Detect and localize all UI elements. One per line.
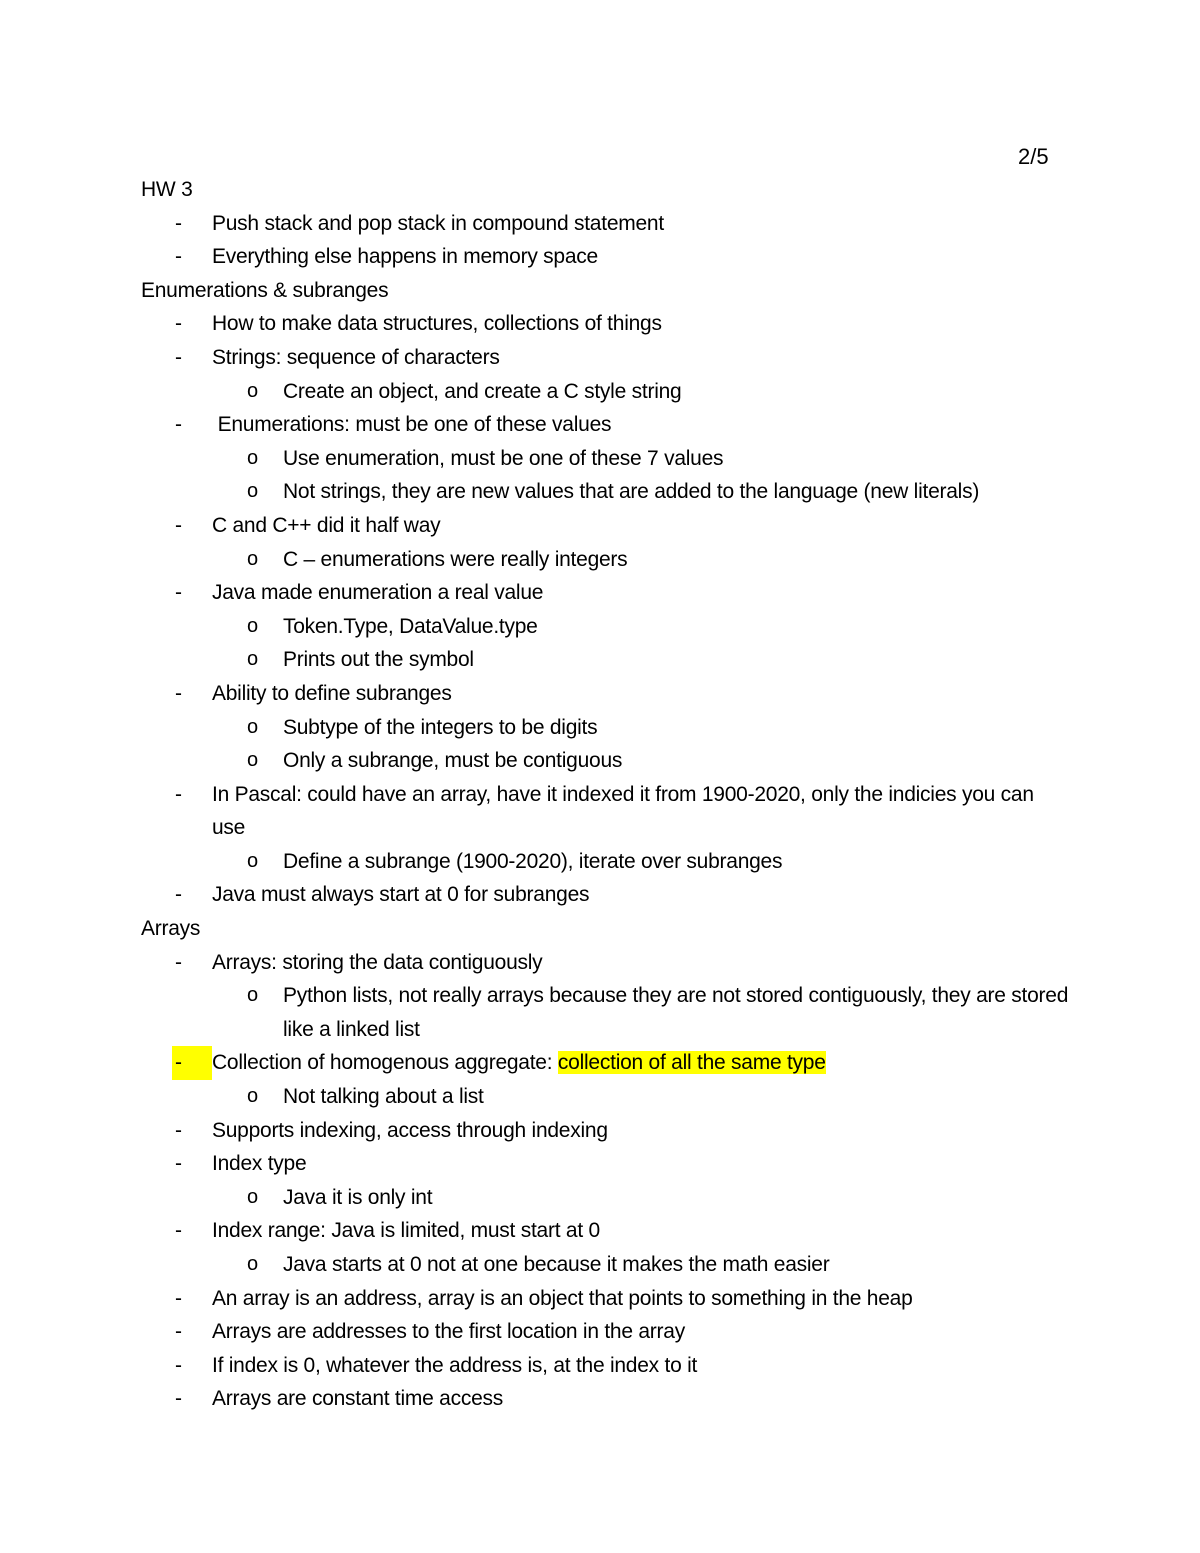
dash-marker: -: [175, 513, 182, 537]
dash-marker: -: [175, 1152, 182, 1176]
bullet-item: [141, 1046, 1071, 1080]
circle-marker: o: [247, 715, 258, 738]
item-text: Token.Type, DataValue.type: [283, 614, 538, 638]
dash-marker: -: [175, 413, 182, 437]
circle-marker: o: [247, 1085, 258, 1108]
dash-marker: -: [175, 950, 182, 974]
item-text: Index type: [212, 1152, 307, 1176]
sub-bullet-item: [141, 543, 1071, 577]
item-text: Define a subrange (1900-2020), iterate over subranges: [283, 849, 783, 873]
item-text: C – enumerations were really integers: [283, 547, 628, 571]
item-text: Enumerations: must be one of these values: [212, 413, 612, 437]
circle-marker: o: [247, 984, 258, 1007]
bullet-item: [141, 1114, 1071, 1148]
item-text: Python lists, not really arrays because they are not stored contiguously, they are stored like a linked list: [283, 984, 1074, 1041]
item-text: Collection of homogenous aggregate:: [212, 1051, 558, 1075]
highlighted-text: collection of all the same type: [557, 1051, 826, 1075]
dash-marker: -: [175, 782, 182, 806]
sub-bullet-item: [141, 845, 1071, 879]
bullet-item: [141, 341, 1071, 375]
section-heading: HW 3: [141, 178, 193, 201]
item-text: Everything else happens in memory space: [212, 245, 598, 269]
item-text: In Pascal: could have an array, have it indexed it from 1900-2020, only the indicies you can use: [212, 782, 1040, 840]
dash-marker: -: [175, 1286, 182, 1310]
bullet-item: [141, 408, 1071, 442]
bullet-item: [141, 307, 1071, 341]
dash-marker: -: [175, 1219, 182, 1243]
bullet-item: [141, 878, 1071, 912]
item-text: Subtype of the integers to be digits: [283, 715, 598, 739]
bullet-item: [141, 207, 1071, 241]
circle-marker: o: [247, 547, 258, 570]
dash-marker: -: [175, 883, 182, 907]
dash-marker: -: [175, 245, 182, 269]
bullet-item: [141, 1349, 1071, 1383]
bullet-item: [141, 240, 1071, 274]
dash-marker: -: [175, 1118, 182, 1142]
item-text: Arrays: storing the data contiguously: [212, 950, 543, 974]
item-text: Not talking about a list: [283, 1085, 484, 1109]
section-heading: Enumerations & subranges: [141, 278, 389, 302]
bullet-item: [141, 1214, 1071, 1248]
item-text: Java made enumeration a real value: [212, 581, 544, 605]
sub-bullet-item: [141, 375, 1071, 409]
item-text: Arrays are addresses to the first location in the array: [212, 1320, 685, 1344]
bullet-item: [141, 509, 1071, 543]
page-number: 2/5: [1018, 144, 1049, 169]
circle-marker: o: [247, 1253, 258, 1275]
circle-marker: o: [247, 648, 258, 671]
item-text: Arrays are constant time access: [212, 1387, 504, 1411]
sub-bullet-item: [141, 1248, 1071, 1282]
dash-marker: -: [175, 1320, 182, 1344]
item-text: Java it is only int: [283, 1185, 433, 1209]
dash-marker: -: [175, 681, 182, 705]
item-text: Push stack and pop stack in compound statement: [212, 211, 664, 235]
sub-bullet-item: [141, 442, 1071, 476]
sub-bullet-item: [141, 711, 1071, 745]
circle-marker: o: [247, 379, 258, 402]
circle-marker: o: [247, 480, 258, 503]
item-text: Use enumeration, must be one of these 7 values: [283, 446, 724, 470]
item-text: Java starts at 0 not at one because it makes the math easier: [283, 1253, 830, 1276]
bullet-item: [141, 677, 1071, 711]
item-text: Strings: sequence of characters: [212, 345, 500, 369]
sub-bullet-item: [141, 1080, 1071, 1114]
dash-marker: -: [175, 312, 182, 336]
bullet-item: [141, 1382, 1071, 1416]
bullet-item: [141, 576, 1071, 610]
dash-marker: -: [175, 211, 182, 235]
item-text: C and C++ did it half way: [212, 513, 441, 537]
circle-marker: o: [247, 849, 258, 872]
sub-bullet-item: [141, 475, 1071, 509]
sub-bullet-item: [141, 979, 1074, 1046]
bullet-item: [141, 1147, 1071, 1181]
section-heading: Arrays: [141, 917, 201, 941]
item-text: Ability to define subranges: [212, 681, 452, 705]
bullet-item: [141, 778, 1071, 845]
circle-marker: o: [247, 446, 258, 469]
item-text: Not strings, they are new values that are added to the language (new literals): [283, 480, 980, 504]
circle-marker: o: [247, 749, 258, 772]
item-text: How to make data structures, collections of things: [212, 312, 662, 336]
sub-bullet-item: [141, 744, 1071, 778]
dash-marker: -: [175, 1353, 182, 1377]
dash-marker: -: [175, 1387, 182, 1411]
item-text: Only a subrange, must be contiguous: [283, 749, 623, 773]
circle-marker: o: [247, 614, 258, 637]
item-text: If index is 0, whatever the address is, at the index to it: [212, 1353, 698, 1377]
lecture-notes: [141, 173, 1074, 1416]
bullet-item: [141, 1282, 1071, 1316]
item-text: An array is an address, array is an object that points to something in the heap: [212, 1286, 913, 1310]
item-text: Index range: Java is limited, must start at 0: [212, 1219, 600, 1243]
sub-bullet-item: [141, 610, 1071, 644]
sub-bullet-item: [141, 1181, 1071, 1215]
dash-marker: -: [172, 1046, 212, 1080]
item-text: Java must always start at 0 for subranges: [212, 883, 590, 907]
item-text: Create an object, and create a C style string: [283, 379, 682, 403]
bullet-item: [141, 1315, 1071, 1349]
item-text: Supports indexing, access through indexing: [212, 1118, 608, 1142]
item-text: Prints out the symbol: [283, 648, 474, 672]
bullet-item: [141, 946, 1071, 980]
sub-bullet-item: [141, 643, 1071, 677]
dash-marker: -: [175, 345, 182, 369]
circle-marker: o: [247, 1185, 258, 1208]
dash-marker: -: [175, 581, 182, 605]
